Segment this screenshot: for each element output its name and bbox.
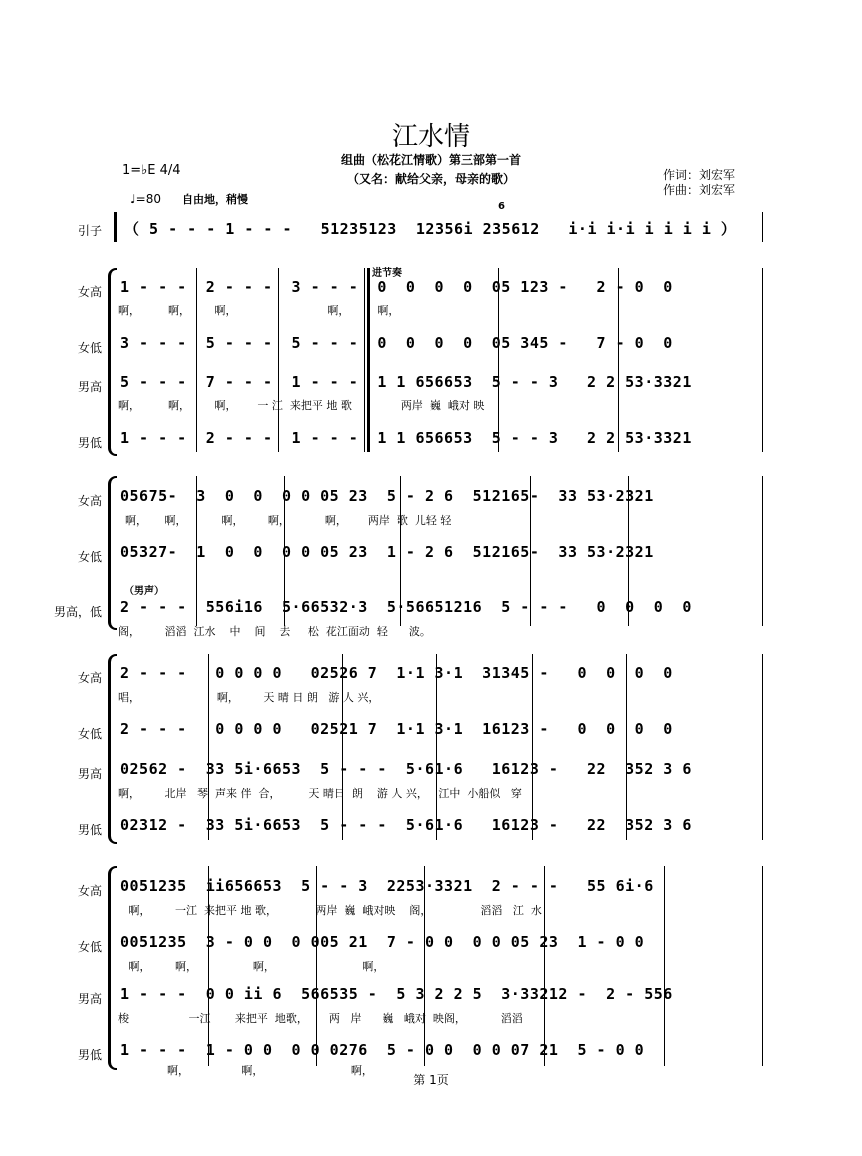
composer-credit: 作曲：刘宏军 [663, 183, 736, 197]
tenor-lyrics-1: 啊， 啊， 啊， 一 江 来把平 地 歌 两岸 巍 峨对 映 [118, 399, 485, 412]
soprano-notes-4: 0051235 ii656653 5 - - 3 2253·3321 2 - - - 55 6i·6 [120, 877, 654, 895]
alto-label-3: 女低 [77, 727, 102, 741]
barline [762, 654, 763, 840]
score-subtitle: 组曲（松花江情歌）第三部第一首 [340, 153, 521, 167]
barline [762, 866, 763, 1066]
double-barline [367, 268, 370, 452]
barline [424, 866, 425, 1066]
male-voice-mark: （男声） [124, 586, 164, 597]
system3-brace [108, 654, 117, 844]
alto-lyrics-4: 啊， 啊， 啊， 啊， [118, 960, 385, 973]
male-label-2: 男高，低 [53, 605, 102, 619]
barline [342, 654, 343, 840]
male-lyrics-2: 阁， 滔滔 江水 中 间 去 松 花江面动 轻 波。 [118, 625, 431, 638]
barline [436, 654, 437, 840]
soprano-label-1: 女高 [77, 285, 102, 299]
barline [400, 476, 401, 626]
bass-label-3: 男低 [77, 823, 102, 837]
tenor-lyrics-4: 梭 一江 来把平 地歌， 两 岸 巍 峨对 映阁， 滔滔 [118, 1012, 523, 1025]
barline [196, 268, 197, 452]
bass-label-1: 男低 [77, 436, 102, 450]
barline [762, 476, 763, 626]
barline [762, 268, 763, 452]
barline [664, 866, 665, 1066]
intro-start-bar [114, 212, 117, 242]
alto-notes-2: 05327- 1 0 0 0 0 05 23 1 - 2 6 512165- 33 53·2321 [120, 543, 654, 561]
tenor-notes-4: 1 - - - 0 0 ii 6 566535 - 5 3 2 2 5 3·33212 - 2 - 556 [120, 985, 673, 1003]
tempo-marking: ♩=80 [130, 192, 161, 206]
tenor-lyrics-3: 啊， 北岸 琴 声来 伴 合， 天 晴日 朗 游 人 兴， 江中 小船似 穿 [118, 787, 522, 800]
intro-notes: （ 5 - - - 1 - - - 51235123 12356i 235612 i·i i·i i i i i ） [124, 220, 737, 238]
tenor-notes-3: 02562 - 33 5i·6653 5 - - - 5·61·6 16123 - 22 352 3 6 [120, 760, 692, 778]
soprano-notes-3: 2 - - - 0 0 0 0 02526 7 1·1 3·1 31345 - 0 0 0 0 [120, 664, 673, 682]
barline [530, 476, 531, 626]
system2-brace [108, 476, 117, 630]
soprano-label-3: 女高 [77, 671, 102, 685]
alto-label-2: 女低 [77, 550, 102, 564]
bass-lyrics-4: 啊， 啊， 啊， [118, 1064, 373, 1077]
expression-marking: 自由地，稍慢 [182, 193, 248, 206]
barline [626, 654, 627, 840]
bass-notes-1: 1 - - - 2 - - - 1 - - - 1 1 656653 5 - - 3 2 2 53·3321 [120, 429, 692, 447]
alto-notes-4: 0051235 3 - 0 0 0 005 21 7 - 0 0 0 0 05 23 1 - 0 0 [120, 933, 645, 951]
soprano-lyrics-1: 啊， 啊， 啊， 啊， 啊， [118, 304, 400, 317]
soprano-lyrics-4: 啊， 一江 来把平 地 歌， 两岸 巍 峨对映 阁， 滔滔 江 水 [118, 904, 542, 917]
barline [628, 476, 629, 626]
alto-label-1: 女低 [77, 341, 102, 355]
soprano-lyrics-3: 唱， 啊， 天 晴 日 朗 游 人 兴， [118, 691, 380, 704]
key-signature: 1=♭E 4/4 [122, 163, 181, 178]
tenor-label-1: 男高 [77, 380, 102, 394]
barline [284, 476, 285, 626]
barline [196, 476, 197, 626]
tenor-notes-1: 5 - - - 7 - - - 1 - - - 1 1 656653 5 - - 3 2 2 53·3321 [120, 373, 692, 391]
male-notes-2: 2 - - - 556i16 5·66532·3 5·56651216 5 - - - 0 0 0 0 [120, 598, 692, 616]
barline [364, 268, 365, 452]
tenor-label-3: 男高 [77, 767, 102, 781]
bass-label-4: 男低 [77, 1048, 102, 1062]
barline [544, 866, 545, 1066]
tuplet-mark: 6 [498, 201, 505, 212]
alto-notes-1: 3 - - - 5 - - - 5 - - - 0 0 0 0 05 345 - 7 - 0 0 [120, 334, 673, 352]
score-alt-title: （又名：献给父亲，母亲的歌） [346, 172, 515, 186]
barline [498, 268, 499, 452]
intro-end-bar [762, 212, 763, 242]
barline [278, 268, 279, 452]
soprano-notes-1: 1 - - - 2 - - - 3 - - - 0 0 0 0 05 123 - 2 - 0 0 [120, 278, 673, 296]
alto-notes-3: 2 - - - 0 0 0 0 02521 7 1·1 3·1 16123 - 0 0 0 0 [120, 720, 673, 738]
alto-label-4: 女低 [77, 940, 102, 954]
score-title: 江水情 [391, 122, 470, 152]
system1-brace [108, 268, 117, 456]
page-number: 第 1页 [413, 1073, 449, 1087]
intro-label: 引子 [77, 224, 102, 238]
barline [618, 268, 619, 452]
interlude-mark: 进节奏 [372, 268, 402, 279]
barline [316, 866, 317, 1066]
soprano-lyrics-2: 啊， 啊， 啊， 啊， 啊， 两岸 歌 儿轻 轻 [118, 514, 452, 527]
tenor-label-4: 男高 [77, 992, 102, 1006]
barline [208, 654, 209, 840]
barline [532, 654, 533, 840]
bass-notes-3: 02312 - 33 5i·6653 5 - - - 5·61·6 16123 - 22 352 3 6 [120, 816, 692, 834]
soprano-notes-2: 05675- 3 0 0 0 0 05 23 5 - 2 6 512165- 33 53·2321 [120, 487, 654, 505]
soprano-label-2: 女高 [77, 494, 102, 508]
barline [208, 866, 209, 1066]
soprano-label-4: 女高 [77, 884, 102, 898]
bass-notes-4: 1 - - - 1 - 0 0 0 0 0276 5 - 0 0 0 0 07 21 5 - 0 0 [120, 1041, 645, 1059]
lyricist-credit: 作词：刘宏军 [663, 168, 736, 182]
system4-brace [108, 866, 117, 1070]
